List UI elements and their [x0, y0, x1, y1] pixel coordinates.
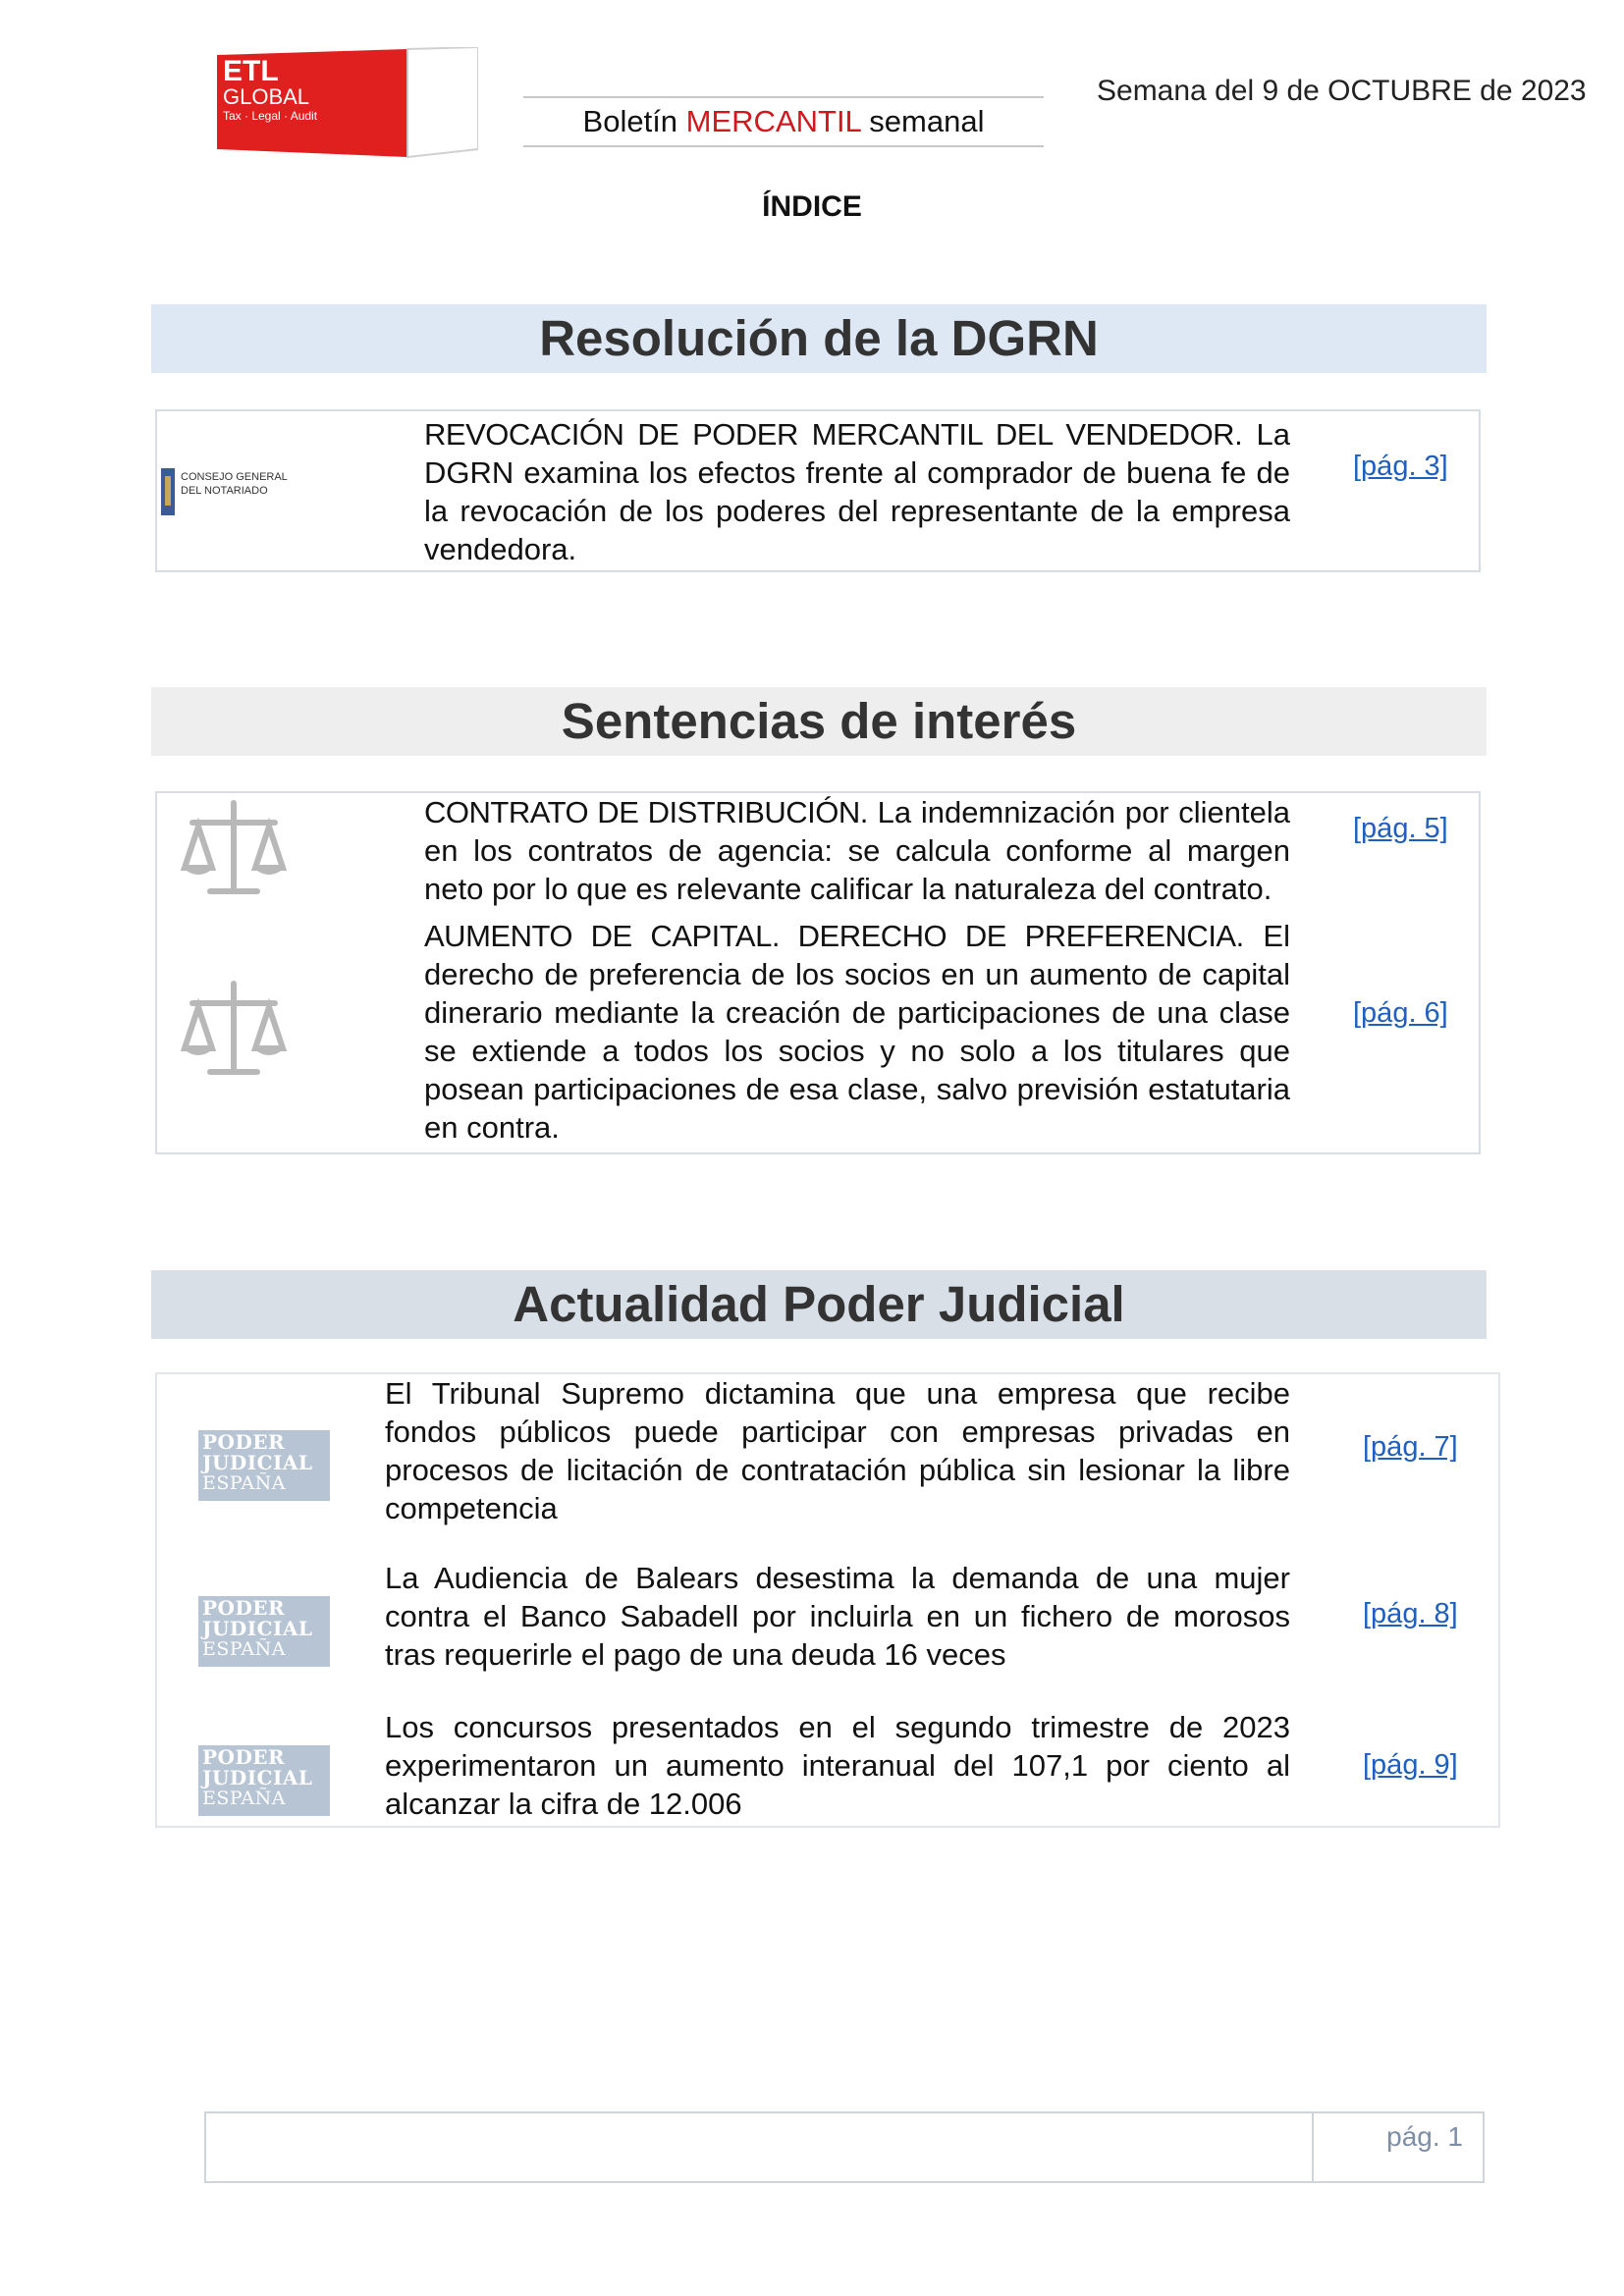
etl-global-logo	[211, 47, 478, 163]
entry-body: La indemnización por clientela en los contratos de agencia: se calcula conforme al margen neto por lo que es relevante calificar la naturaleza del contrato.	[424, 795, 1290, 906]
scales-of-justice-icon	[177, 974, 295, 1092]
entry-summary: La Audiencia de Balears desestima la demanda de una mujer contra el Banco Sabadell por incluirla en un fichero de morosos tras requerirle el pago de una deuda 16 veces	[385, 1561, 1290, 1672]
section-title-sentencias: Sentencias de interés	[151, 687, 1487, 756]
pj-logo-line1: PODER	[202, 1430, 286, 1454]
page-link-3[interactable]: [pág. 3]	[1353, 451, 1448, 482]
list-item	[157, 1708, 1498, 1826]
entry-body: . El derecho de preferencia de los socios en un aumento de capital dinerario mediante la creación de participaciones de una clase se extiende a todos los socios y no solo a los titulares que posean participaciones de esa clase, salvo previsión estatutaria en contra.	[424, 919, 1290, 1145]
list-item	[157, 793, 1479, 915]
section-box-sentencias	[155, 791, 1481, 1154]
section-title-dgrn: Resolución de la DGRN	[151, 304, 1487, 373]
bulletin-title	[523, 96, 1044, 147]
footer-divider	[1312, 2113, 1314, 2181]
entry-body: La DGRN examina los efectos frente al comprador de buena fe de la revocación de los poderes del representante de la empresa vendedora.	[424, 417, 1290, 566]
entry-summary: El Tribunal Supremo dictamina que una empresa que recibe fondos públicos puede participar con empresas privadas en procesos de licitación de contratación pública sin lesionar la libre competencia	[385, 1376, 1290, 1525]
logo-etl-text: ETL	[223, 55, 279, 87]
entry-lead: AUMENTO DE CAPITAL. DERECHO DE PREFERENCIA	[424, 919, 1236, 953]
pj-logo-line2: JUDICIAL	[202, 1451, 313, 1474]
section-title-poder-judicial: Actualidad Poder Judicial	[151, 1270, 1487, 1339]
pj-logo-line2: JUDICIAL	[202, 1766, 313, 1789]
poder-judicial-logo	[198, 1745, 330, 1816]
pj-logo-line3: ESPAÑA	[202, 1638, 286, 1660]
scales-of-justice-icon	[177, 793, 295, 911]
section-box-poder-judicial	[155, 1372, 1500, 1828]
pj-logo-line1: PODER	[202, 1596, 286, 1620]
page-link-6[interactable]: [pág. 6]	[1353, 997, 1448, 1029]
page-footer	[204, 2111, 1485, 2183]
list-item	[157, 411, 1479, 570]
logo-global-text: GLOBAL	[223, 84, 310, 109]
entry-lead: CONTRATO DE DISTRIBUCIÓN.	[424, 795, 868, 829]
list-item	[157, 1559, 1498, 1690]
pj-logo-line3: ESPAÑA	[202, 1788, 286, 1809]
pj-logo-line3: ESPAÑA	[202, 1472, 286, 1494]
list-item	[157, 1374, 1498, 1541]
list-item	[157, 917, 1479, 1152]
page-link-5[interactable]: [pág. 5]	[1353, 813, 1448, 844]
bulletin-prefix: Boletín	[582, 104, 678, 138]
week-date: Semana del 9 de OCTUBRE de 2023	[1097, 75, 1587, 107]
page-link-8[interactable]: [pág. 8]	[1363, 1598, 1458, 1629]
page-link-9[interactable]: [pág. 9]	[1363, 1749, 1458, 1781]
pj-logo-line2: JUDICIAL	[202, 1617, 313, 1640]
poder-judicial-logo	[198, 1596, 330, 1667]
page-number: pág. 1	[1386, 2121, 1463, 2152]
bulletin-highlight: MERCANTIL	[685, 104, 861, 138]
notariado-logo	[159, 451, 316, 549]
index-title: ÍNDICE	[762, 190, 862, 223]
notariado-logo-line1: CONSEJO GENERAL	[181, 471, 288, 483]
page-link-7[interactable]: [pág. 7]	[1363, 1431, 1458, 1463]
notariado-logo-line2: DEL NOTARIADO	[181, 485, 268, 497]
bulletin-suffix: semanal	[869, 104, 985, 138]
entry-lead: REVOCACIÓN DE PODER MERCANTIL DEL VENDEDOR.	[424, 417, 1243, 452]
entry-summary	[424, 917, 1290, 1147]
section-box-dgrn	[155, 409, 1481, 572]
pj-logo-line1: PODER	[202, 1745, 286, 1769]
logo-tagline-text: Tax · Legal · Audit	[223, 109, 318, 123]
poder-judicial-logo	[198, 1430, 330, 1501]
entry-summary	[424, 793, 1290, 908]
entry-summary	[424, 415, 1290, 568]
entry-summary: Los concursos presentados en el segundo trimestre de 2023 experimentaron un aumento interanual del 107,1 por ciento al alcanzar la cifra de 12.006	[385, 1710, 1290, 1821]
